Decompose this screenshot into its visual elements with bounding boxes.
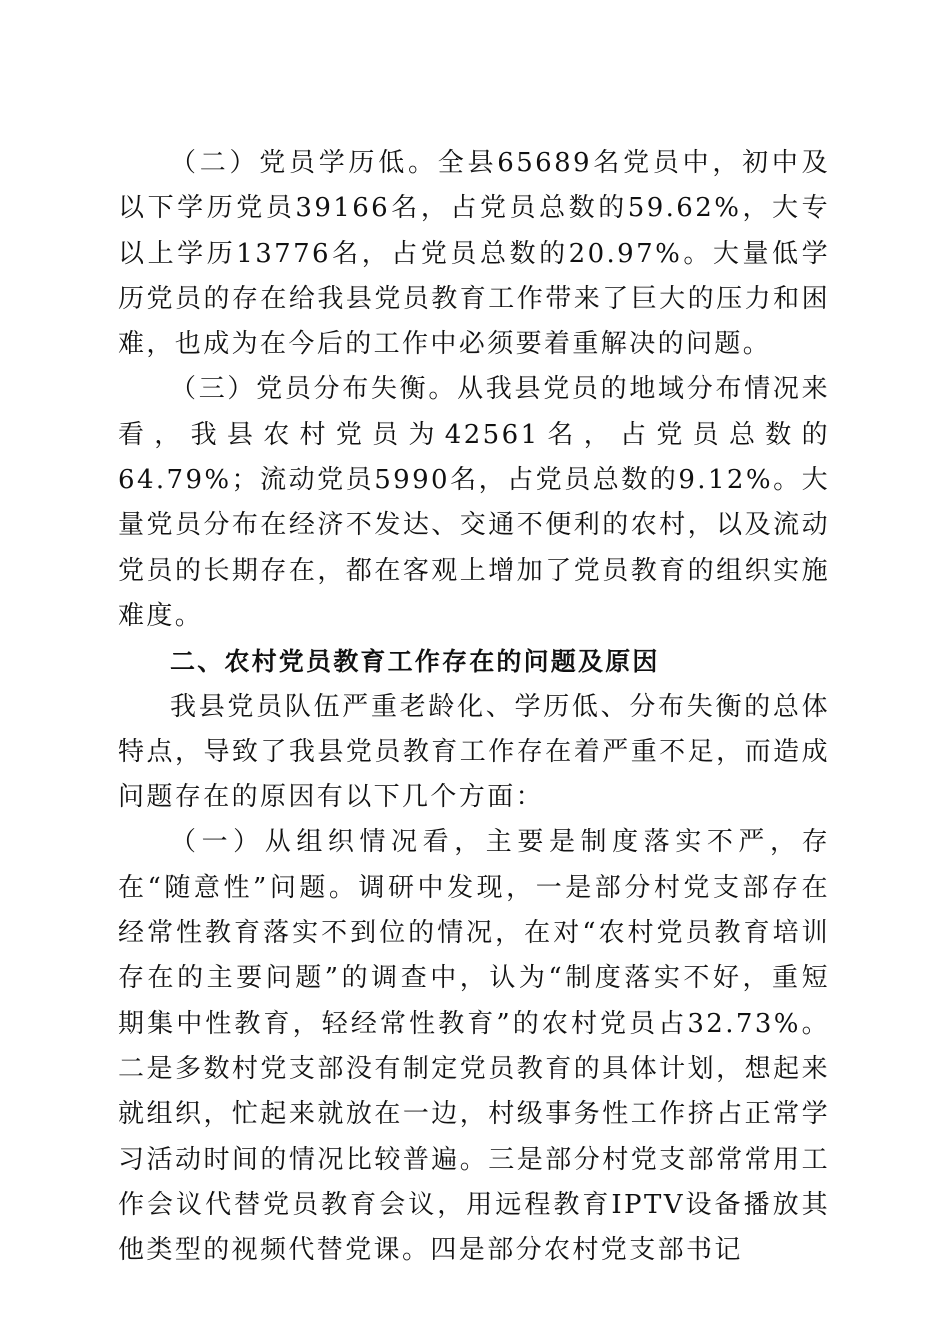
paragraph-education-level: （二）党员学历低。全县65689名党员中，初中及以下学历党员39166名，占党员总数的59.62%，大专以上学历13776名，占党员总数的20.97%。大量低学历党员的存在给我县党员教育工作带来了巨大的压力和困难，也成为在今后的工作中必须要着重解决的问题。 (118, 148, 830, 360)
paragraph-overview: 我县党员队伍严重老龄化、学历低、分布失衡的总体特点，导致了我县党员教育工作存在着严重不足，而造成问题存在的原因有以下几个方面： (118, 691, 830, 813)
section-heading: 二、农村党员教育工作存在的问题及原因 (170, 647, 660, 677)
paragraph-organization: （一）从组织情况看，主要是制度落实不严，存在“随意性”问题。调研中发现，一是部分村党支部存在经常性教育落实不到位的情况，在对“农村党员教育培训存在的主要问题”的调查中，认为“制度落实不好，重短期集中性教育，轻经常性教育”的农村党员占32.73%。二是多数村党支部没有制定党员教育的具体计划，想起来就组织，忙起来就放在一边，村级事务性工作挤占正常学习活动时间的情况比较普遍。三是部分村党支部常常用工作会议代替党员教育会议，用远程教育IPTV设备播放其他类型的视频代替党课。四是部分农村党支部书记 (118, 827, 830, 1266)
document-body (118, 141, 830, 1273)
paragraph-distribution: （三）党员分布失衡。从我县党员的地域分布情况来看，我县农村党员为42561名，占党员总数的64.79%；流动党员5990名，占党员总数的9.12%。大量党员分布在经济不发达、交通不便利的农村，以及流动党员的长期存在，都在客观上增加了党员教育的组织实施难度。 (118, 374, 830, 631)
